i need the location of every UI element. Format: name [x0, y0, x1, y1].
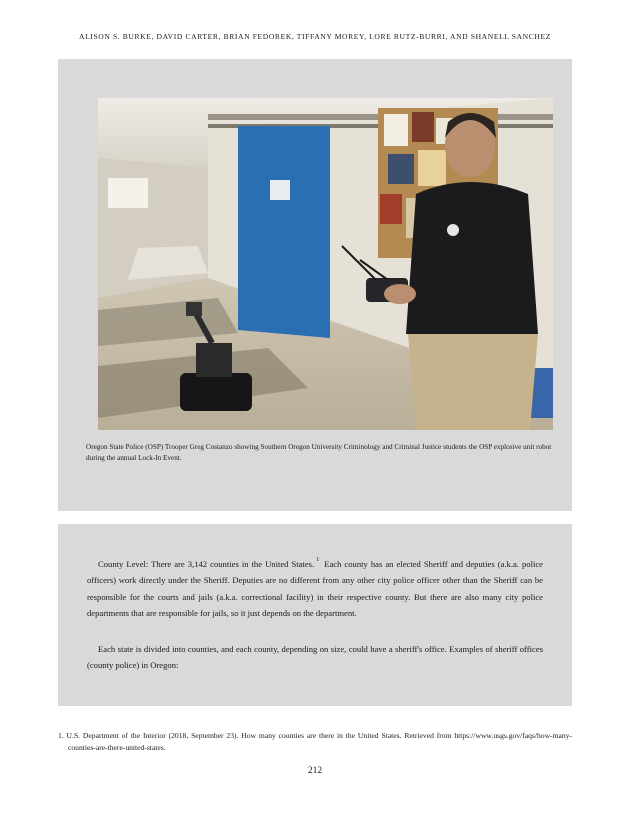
figure-caption: Oregon State Police (OSP) Trooper Greg Costanzo showing Southern Oregon University Criminology and Criminal Justice students the OSP explosive unit robot during the annual Lock-In Event.: [86, 443, 552, 462]
paragraph-body: Each county has an elected Sheriff and deputies (a.k.a. police officers) work directly under the Sheriff. Deputies are no different from any other city police officer other than the Sheriff can be responsible for the courts and jails (a.k.a. correctional facility) in their respective county. But there are also many city police departments that are responsible for jails, so it just depends on the department.: [87, 559, 543, 619]
trooper-hand: [384, 284, 416, 304]
paragraph-sheriff-offices: Each state is divided into counties, and each county, depending on size, could have a sheriff's office. Examples of sheriff offices (county police) in Oregon:: [87, 644, 543, 671]
running-head: ALISON S. BURKE, DAVID CARTER, BRIAN FEDOREK, TIFFANY MOREY, LORE RUTZ-BURRI, AND SHANELL SANCHEZ: [79, 32, 551, 41]
text-box: [58, 524, 572, 706]
figure-box: [58, 59, 572, 511]
photo-illustration: [98, 98, 553, 430]
flyer: [412, 112, 434, 142]
robot-body: [196, 343, 232, 377]
flyer: [384, 114, 408, 146]
uniform-patch: [447, 224, 459, 236]
blue-door: [238, 126, 330, 338]
flyer: [418, 150, 446, 186]
door-window: [270, 180, 290, 200]
trooper-pants: [408, 334, 538, 430]
flyer: [388, 154, 414, 184]
robot-tracks: [180, 373, 252, 411]
footnote-reference[interactable]: 1: [316, 557, 320, 563]
hall-window: [108, 178, 148, 208]
page-number: 212: [307, 766, 323, 776]
photo-trooper-with-robot: [98, 98, 553, 430]
paragraph-lead: County Level: There are 3,142 counties in the United States.: [98, 559, 315, 569]
trooper-shirt: [406, 182, 538, 334]
flyer: [380, 194, 402, 224]
paragraph-county-level: [87, 552, 543, 622]
robot-gripper: [186, 302, 202, 316]
footnote: 1. U.S. Department of the Interior (2018, September 23). How many counties are there in the United States. Retrieved from https://www.usgs.gov/faqs/how-many-counties-are-there-united-states.: [58, 731, 572, 752]
